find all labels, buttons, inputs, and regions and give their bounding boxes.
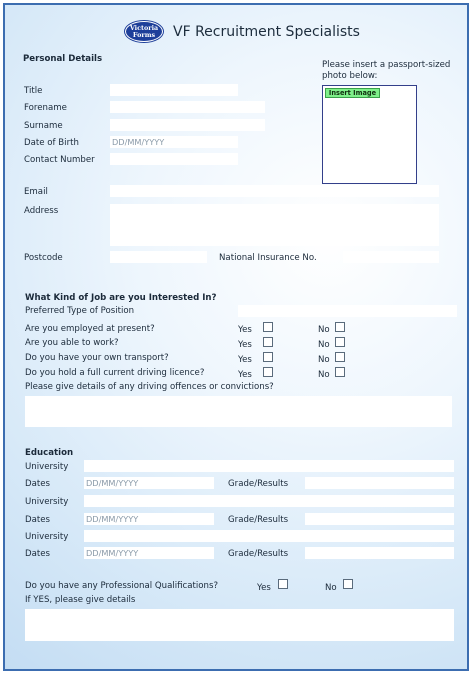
able-to-work-yes-checkbox[interactable] (263, 337, 273, 347)
forename-field[interactable] (110, 101, 265, 113)
licence-question: Do you hold a full current driving licence? (25, 368, 205, 378)
dob-placeholder: DD/MM/YYYY (112, 137, 165, 147)
dates-1-label: Dates (25, 479, 51, 489)
logo-line-1: Victoria (129, 24, 159, 32)
personal-details-heading: Personal Details (23, 54, 103, 64)
employed-no-checkbox[interactable] (335, 322, 345, 332)
preferred-position-field[interactable] (238, 305, 457, 317)
employed-no-label: No (318, 325, 330, 335)
surname-label: Surname (24, 121, 63, 131)
university-3-label: University (25, 532, 69, 542)
university-1-field[interactable] (84, 460, 454, 472)
offences-field[interactable] (25, 396, 452, 427)
email-label: Email (24, 187, 48, 197)
victoria-forms-logo (125, 21, 163, 42)
licence-yes-label: Yes (238, 370, 252, 380)
contact-number-label: Contact Number (24, 155, 95, 165)
grade-1-field[interactable] (305, 477, 454, 489)
photo-box[interactable] (322, 85, 417, 184)
dates-2-label: Dates (25, 515, 51, 525)
postcode-field[interactable] (110, 251, 207, 263)
surname-field[interactable] (110, 119, 265, 131)
dob-field[interactable] (110, 136, 238, 148)
employed-yes-label: Yes (238, 325, 252, 335)
dob-label: Date of Birth (24, 138, 79, 148)
qualifications-yes-checkbox[interactable] (278, 579, 288, 589)
grade-3-label: Grade/Results (228, 549, 289, 559)
qualifications-yes-label: Yes (257, 583, 271, 593)
university-1-label: University (25, 462, 69, 472)
transport-no-label: No (318, 355, 330, 365)
able-to-work-question: Are you able to work? (25, 338, 119, 348)
photo-instruction-line-1: Please insert a passport-sized (322, 60, 451, 70)
title-label: Title (24, 86, 43, 96)
logo-line-2: Forms (132, 31, 156, 39)
education-heading: Education (25, 448, 74, 458)
transport-no-checkbox[interactable] (335, 352, 345, 362)
university-3-field[interactable] (84, 530, 454, 542)
job-heading: What Kind of Job are you Interested In? (25, 293, 217, 303)
transport-question: Do you have your own transport? (25, 353, 169, 363)
address-label: Address (24, 206, 59, 216)
insert-image-button[interactable]: Insert Image (325, 88, 380, 98)
title-field[interactable] (110, 84, 238, 96)
dates-1-placeholder: DD/MM/YYYY (86, 478, 139, 488)
form-title: VF Recruitment Specialists (173, 24, 360, 40)
grade-2-label: Grade/Results (228, 515, 289, 525)
university-2-field[interactable] (84, 495, 454, 507)
able-to-work-no-checkbox[interactable] (335, 337, 345, 347)
dates-2-placeholder: DD/MM/YYYY (86, 514, 139, 524)
dates-3-placeholder: DD/MM/YYYY (86, 548, 139, 558)
address-field[interactable] (110, 204, 439, 246)
ni-label: National Insurance No. (219, 253, 317, 263)
dates-3-label: Dates (25, 549, 51, 559)
dates-1-field[interactable] (84, 477, 214, 489)
photo-instruction-line-2: photo below: (322, 71, 378, 81)
transport-yes-checkbox[interactable] (263, 352, 273, 362)
contact-number-field[interactable] (110, 153, 238, 165)
offences-label: Please give details of any driving offences or convictions? (25, 382, 274, 392)
employed-yes-checkbox[interactable] (263, 322, 273, 332)
grade-2-field[interactable] (305, 513, 454, 525)
licence-yes-checkbox[interactable] (263, 367, 273, 377)
ni-field[interactable] (343, 251, 439, 263)
postcode-label: Postcode (24, 253, 63, 263)
employed-question: Are you employed at present? (25, 324, 155, 334)
preferred-position-label: Preferred Type of Position (25, 306, 135, 316)
forename-label: Forename (24, 103, 67, 113)
email-field[interactable] (110, 185, 439, 197)
licence-no-label: No (318, 370, 330, 380)
university-2-label: University (25, 497, 69, 507)
grade-3-field[interactable] (305, 547, 454, 559)
transport-yes-label: Yes (238, 355, 252, 365)
dates-2-field[interactable] (84, 513, 214, 525)
qualifications-details-field[interactable] (25, 609, 454, 641)
grade-1-label: Grade/Results (228, 479, 289, 489)
qualifications-question: Do you have any Professional Qualifications? (25, 581, 219, 591)
qualifications-no-label: No (325, 583, 337, 593)
able-to-work-no-label: No (318, 340, 330, 350)
qualifications-details-label: If YES, please give details (25, 595, 136, 605)
able-to-work-yes-label: Yes (238, 340, 252, 350)
qualifications-no-checkbox[interactable] (343, 579, 353, 589)
dates-3-field[interactable] (84, 547, 214, 559)
licence-no-checkbox[interactable] (335, 367, 345, 377)
